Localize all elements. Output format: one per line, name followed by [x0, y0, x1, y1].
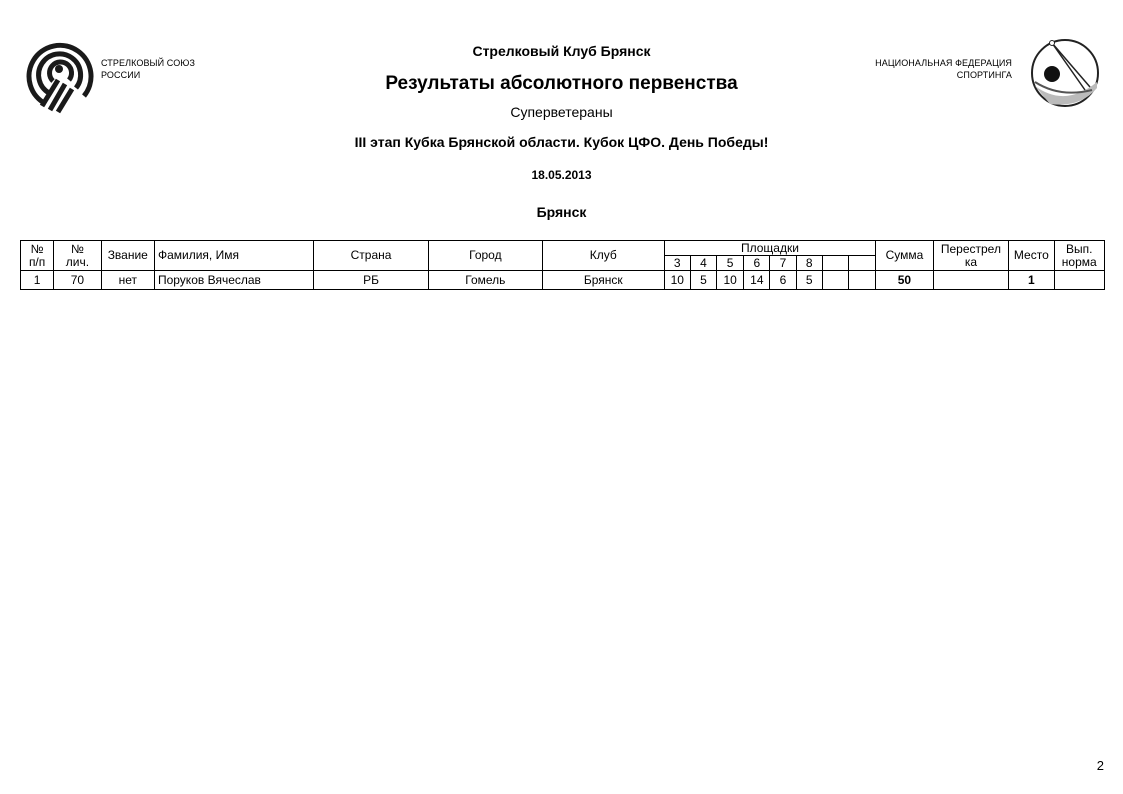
col-town-header: Город	[428, 241, 542, 271]
col-place-header: Место	[1009, 241, 1054, 271]
col-norm-line1: Вып.	[1066, 241, 1093, 256]
category-label: Суперветераны	[510, 104, 613, 120]
cell-country: РБ	[314, 271, 429, 290]
station-number-header	[848, 256, 875, 271]
station-number-header: 5	[717, 256, 744, 271]
table-row	[21, 271, 1105, 290]
col-rank-header: Звание	[101, 241, 154, 271]
station-number-header: 8	[796, 256, 822, 271]
col-stations-header: Площадки	[664, 241, 876, 256]
cell-score: 5	[796, 271, 822, 290]
col-shootoff-header	[933, 241, 1009, 271]
station-number-header: 3	[664, 256, 690, 271]
cell-num: 1	[21, 271, 54, 290]
col-shootoff-line1: Перестрел	[940, 241, 1001, 256]
event-title: III этап Кубка Брянской области. Кубок ЦФО. День Победы!	[354, 134, 769, 150]
col-club-header: Клуб	[542, 241, 664, 271]
col-pnum-line2: лич.	[65, 254, 90, 269]
col-norm-line2: норма	[1061, 254, 1097, 269]
cell-club: Брянск	[542, 271, 664, 290]
cell-score: 6	[770, 271, 796, 290]
table-header-row	[21, 241, 1105, 256]
col-country-header: Страна	[314, 241, 429, 271]
cell-score	[822, 271, 848, 290]
left-org-line1: СТРЕЛКОВЫЙ СОЮЗ	[101, 58, 196, 68]
right-org-line2: СПОРТИНГА	[956, 70, 1012, 80]
cell-score: 10	[717, 271, 744, 290]
event-city: Брянск	[536, 204, 587, 220]
station-number-header: 4	[690, 256, 716, 271]
col-personal-num-header	[54, 241, 101, 271]
page-number: 2	[1096, 758, 1104, 773]
cell-town: Гомель	[428, 271, 542, 290]
col-shootoff-line2: ка	[964, 254, 977, 269]
cell-score: 10	[664, 271, 690, 290]
cell-total: 50	[876, 271, 933, 290]
left-org-line2: РОССИИ	[101, 70, 141, 80]
col-norm-header	[1054, 241, 1104, 271]
event-date: 18.05.2013	[531, 168, 592, 182]
cell-place: 1	[1009, 271, 1054, 290]
page-title: Результаты абсолютного первенства	[385, 73, 738, 94]
station-number-header: 7	[770, 256, 796, 271]
cell-score: 5	[690, 271, 716, 290]
cell-score: 14	[744, 271, 770, 290]
cell-personal-num: 70	[54, 271, 101, 290]
results-table	[20, 240, 1105, 290]
col-pnum-line1: №	[70, 241, 84, 256]
right-org-line1: НАЦИОНАЛЬНАЯ ФЕДЕРАЦИЯ	[875, 58, 1012, 68]
station-number-header	[822, 256, 848, 271]
cell-score	[848, 271, 875, 290]
col-total-header: Сумма	[876, 241, 933, 271]
station-number-header: 6	[744, 256, 770, 271]
col-name-header: Фамилия, Имя	[154, 241, 313, 271]
cell-name: Поруков Вячеслав	[154, 271, 313, 290]
col-num-header	[21, 241, 54, 271]
club-title: Стрелковый Клуб Брянск	[472, 43, 651, 59]
cell-rank: нет	[101, 271, 154, 290]
col-num-line2: п/п	[28, 254, 46, 269]
cell-shootoff	[933, 271, 1009, 290]
col-num-line1: №	[30, 241, 44, 256]
cell-norm	[1054, 271, 1104, 290]
